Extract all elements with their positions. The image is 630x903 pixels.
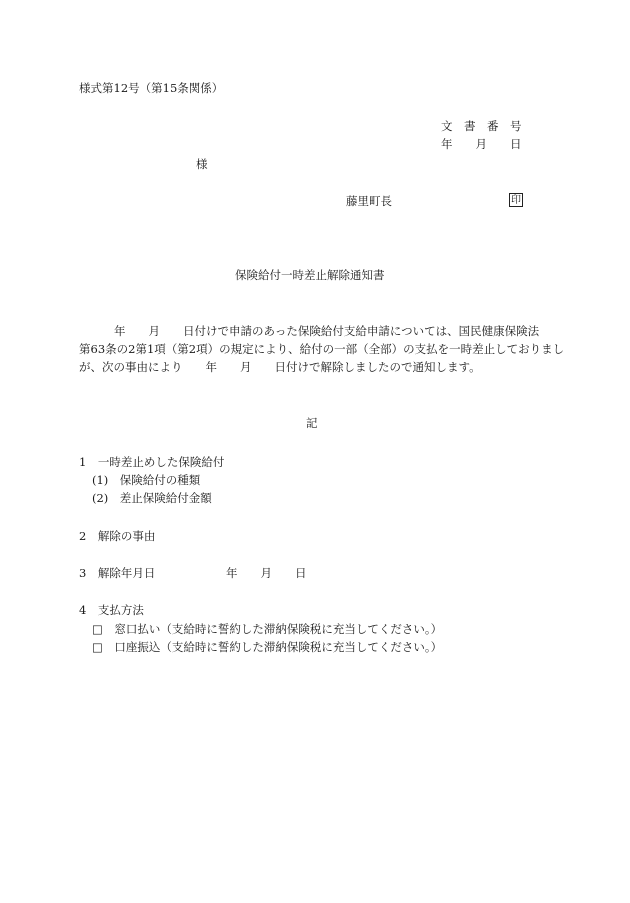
date-line: 年 月 日 <box>441 137 522 151</box>
seal-mark: 印 <box>511 195 521 206</box>
item-1-heading: 1 一時差止めした保険給付 <box>79 455 225 469</box>
payment-option-bank-transfer: □ 口座振込（支給時に誓約した滞納保険税に充当してください。） <box>92 640 443 654</box>
item-1-sub-1: (1) 保険給付の種類 <box>92 473 201 487</box>
addressee-label: 様 <box>196 157 208 171</box>
item-1-sub-2: (2) 差止保険給付金額 <box>92 491 212 505</box>
ki-heading: 記 <box>306 416 318 430</box>
form-label: 様式第12号（第15条関係） <box>79 81 224 95</box>
item-4-heading: 4 支払方法 <box>79 603 144 617</box>
body-line-2: 第63条の2第1項（第2項）の規定により、給付の一部（全部）の支払を一時差止しておりまし <box>79 342 565 356</box>
document-number-label: 文 書 番 号 <box>441 119 522 133</box>
item-3-heading: 3 解除年月日 <box>79 566 156 580</box>
item-2-heading: 2 解除の事由 <box>79 529 156 543</box>
document-title: 保険給付一時差止解除通知書 <box>235 268 385 282</box>
body-line-1: 年 月 日付けで申請のあった保険給付支給申請については、国民健康保険法 <box>114 324 540 338</box>
issuer-name: 藤里町長 <box>346 194 392 208</box>
body-line-3: が、次の事由により 年 月 日付けで解除しましたので通知します。 <box>79 360 481 374</box>
item-3-date: 年 月 日 <box>226 566 307 580</box>
payment-option-counter: □ 窓口払い（支給時に誓約した滞納保険税に充当してください。） <box>92 622 443 636</box>
